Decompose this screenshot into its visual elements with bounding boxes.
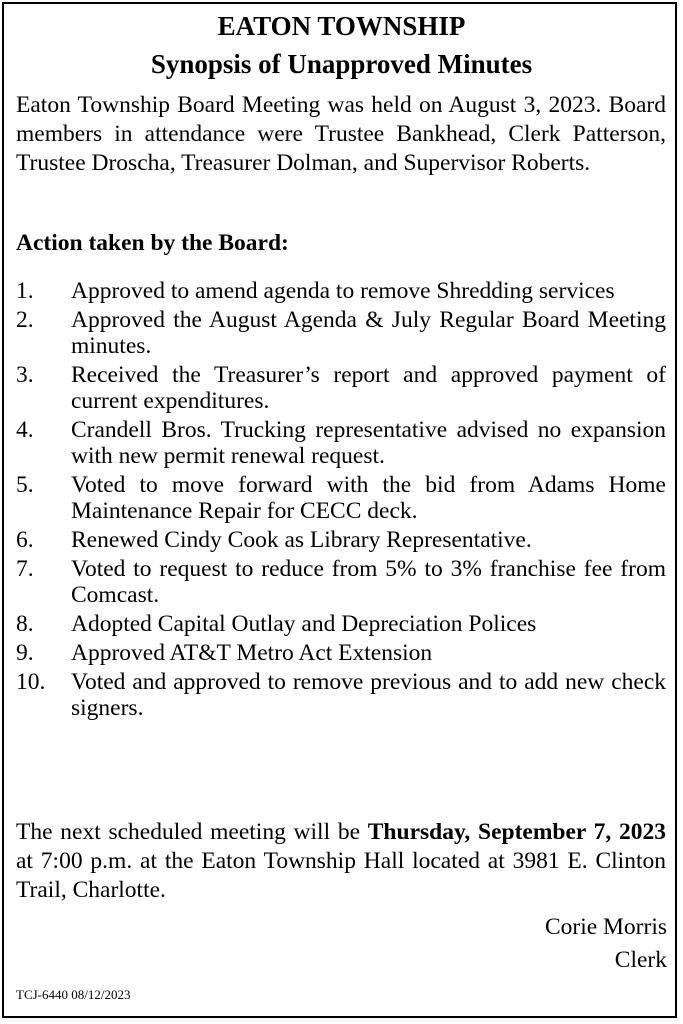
action-item-text: Voted to request to reduce from 5% to 3% franchise fee from Comcast.: [71, 556, 666, 608]
action-item-number: 2.: [16, 307, 34, 333]
action-item-text: Renewed Cindy Cook as Library Representative.: [71, 527, 532, 553]
action-item-number: 8.: [16, 611, 34, 637]
action-item-text: Received the Treasurer’s report and approved payment of current expenditures.: [71, 362, 666, 414]
notice-subtitle: Synopsis of Unapproved Minutes: [150, 49, 533, 79]
closing-paragraph: [16, 818, 666, 905]
action-item-9: [16, 640, 666, 666]
meeting-date: Thursday, September 7, 2023: [367, 819, 666, 845]
action-item-8: [16, 611, 666, 637]
action-item-number: 10.: [16, 669, 46, 695]
action-item-number: 4.: [16, 417, 34, 443]
action-item-6: [16, 527, 666, 553]
intro-paragraph: Eaton Township Board Meeting was held on August 3, 2023. Board members in attendance were Trustee Bankhead, Clerk Patterson, Trustee Droscha, Treasurer Dolman, and Supervisor Roberts.: [16, 92, 666, 176]
action-item-text: Voted and approved to remove previous and to add new check signers.: [71, 669, 666, 721]
signature-title: Clerk: [614, 947, 667, 973]
action-item-text: Adopted Capital Outlay and Depreciation Polices: [71, 611, 537, 637]
publication-code: TCJ-6440 08/12/2023: [16, 987, 131, 1002]
action-item-number: 9.: [16, 640, 34, 666]
action-item-number: 3.: [16, 362, 34, 388]
notice-title: EATON TOWNSHIP: [217, 11, 466, 41]
action-item-4: [16, 417, 666, 469]
action-heading: Action taken by the Board:: [16, 230, 289, 256]
action-item-number: 1.: [16, 278, 34, 304]
closing-text-end: at 7:00 p.m. at the Eaton Township Hall located at 3981 E. Clinton Trail, Charlotte.: [16, 848, 666, 903]
action-item-text: Crandell Bros. Trucking representative advised no expansion with new permit renewal request.: [71, 417, 666, 469]
closing-text-start: The next scheduled meeting will be: [16, 819, 368, 845]
action-item-1: [16, 278, 666, 304]
action-item-2: [16, 307, 666, 359]
action-item-3: [16, 362, 666, 414]
action-item-5: [16, 472, 666, 524]
action-item-text: Voted to move forward with the bid from Adams Home Maintenance Repair for CECC deck.: [71, 472, 666, 524]
action-item-10: [16, 669, 666, 721]
action-item-text: Approved AT&T Metro Act Extension: [71, 640, 433, 666]
action-item-text: Approved to amend agenda to remove Shredding services: [71, 278, 615, 304]
action-item-7: [16, 556, 666, 608]
action-list: [16, 278, 666, 724]
action-item-number: 7.: [16, 556, 34, 582]
action-item-number: 5.: [16, 472, 34, 498]
signature-name: Corie Morris: [544, 914, 667, 940]
action-item-text: Approved the August Agenda & July Regular Board Meeting minutes.: [71, 307, 666, 359]
action-item-number: 6.: [16, 527, 34, 553]
